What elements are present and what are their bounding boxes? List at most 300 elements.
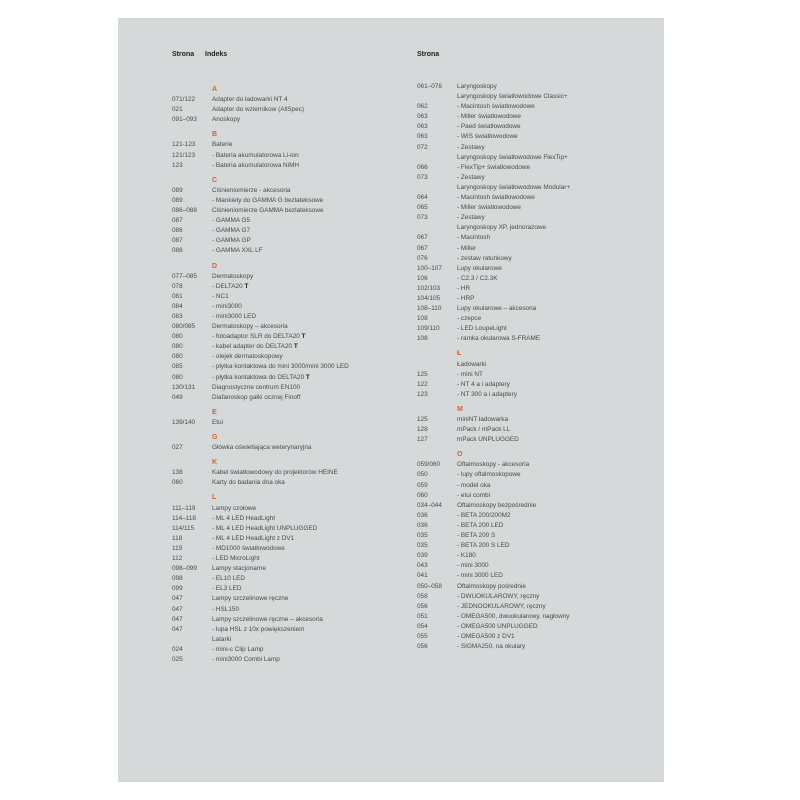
entry-text: Oftalmoskopy - akcesoria bbox=[457, 461, 530, 469]
index-entry bbox=[417, 425, 657, 435]
page-number: 122 bbox=[417, 380, 428, 388]
entry-text: Oftalmoskopy pośrednie bbox=[457, 582, 526, 590]
index-entry bbox=[172, 373, 402, 383]
entry-text: Etui bbox=[212, 418, 224, 426]
index-entry bbox=[172, 322, 402, 332]
index-entry bbox=[172, 554, 402, 564]
entry-label bbox=[212, 352, 283, 362]
index-entry bbox=[172, 302, 402, 312]
index-entry bbox=[172, 216, 402, 226]
index-entry bbox=[417, 82, 657, 92]
entry-text: - K180 bbox=[457, 552, 476, 560]
page-number: 039 bbox=[417, 552, 428, 560]
entry-label bbox=[212, 226, 250, 236]
page-number: 054 bbox=[417, 622, 428, 630]
entry-label bbox=[212, 615, 323, 625]
page-number: 098–099 bbox=[172, 565, 197, 573]
entry-text: - DELTA20 bbox=[212, 282, 245, 290]
entry-label bbox=[212, 418, 223, 428]
entry-label bbox=[457, 622, 538, 632]
entry-label bbox=[212, 625, 304, 635]
index-entry bbox=[417, 415, 657, 425]
page-number: 067 bbox=[417, 234, 428, 242]
entry-label bbox=[212, 534, 294, 544]
index-entry bbox=[417, 642, 657, 652]
index-entry bbox=[417, 334, 657, 344]
page-number: 127 bbox=[417, 436, 428, 444]
index-entry bbox=[172, 95, 402, 105]
page-number: 066 bbox=[417, 163, 428, 171]
entry-label bbox=[457, 294, 474, 304]
page-number: 098 bbox=[172, 575, 183, 583]
index-entry bbox=[417, 223, 657, 233]
entry-label bbox=[457, 582, 526, 592]
index-entry bbox=[172, 393, 402, 403]
entry-label bbox=[457, 183, 570, 193]
entry-text: - mini3000 bbox=[212, 302, 242, 310]
entry-text: Dermatoskopy – akcesoria bbox=[212, 323, 288, 331]
entry-text: Laryngoskopy światłowodowe FlexTip+ bbox=[457, 153, 568, 161]
page-number: 047 bbox=[172, 625, 183, 633]
entry-text: mPack / mPack LL bbox=[457, 426, 511, 434]
page-number: 111–119 bbox=[172, 504, 196, 512]
entry-label bbox=[212, 645, 264, 655]
index-entry bbox=[172, 282, 402, 292]
entry-text: - NT 4 a i adaptery bbox=[457, 380, 510, 388]
index-entry bbox=[172, 105, 402, 115]
entry-label bbox=[457, 571, 503, 581]
page-number: 087 bbox=[172, 237, 183, 245]
entry-label bbox=[457, 304, 536, 314]
page-number: 036 bbox=[417, 511, 428, 519]
entry-text: - model oka bbox=[457, 481, 491, 489]
entry-label bbox=[212, 655, 280, 665]
entry-text: Dermatoskopy bbox=[212, 272, 254, 280]
entry-text: Lampy szczelinowe ręczne bbox=[212, 595, 289, 603]
entry-label bbox=[212, 584, 241, 594]
index-list-right bbox=[417, 82, 657, 652]
entry-label bbox=[457, 314, 481, 324]
index-entry bbox=[417, 102, 657, 112]
entry-text: - NT 300 a i adaptery bbox=[457, 390, 517, 398]
entry-text: - Mankiety do GAMMA G bezlateksowe bbox=[212, 196, 324, 204]
entry-text: Ładowarki bbox=[457, 360, 487, 368]
page-number: 049 bbox=[172, 393, 183, 401]
page-number: 071/122 bbox=[172, 96, 196, 104]
page-number: 138 bbox=[172, 469, 183, 477]
entry-label bbox=[212, 605, 239, 615]
page-number: 065 bbox=[417, 204, 428, 212]
entry-label bbox=[212, 332, 306, 342]
entry-text: Lupy okularowe bbox=[457, 264, 502, 272]
page-number: 060 bbox=[172, 479, 183, 487]
entry-label bbox=[457, 163, 530, 173]
index-entry bbox=[417, 592, 657, 602]
entry-text: - BETA 200 S bbox=[457, 532, 496, 540]
entry-text: - mini3000 Combi Lamp bbox=[212, 655, 280, 663]
entry-text: - olejek dermatoskopowy bbox=[212, 353, 283, 361]
entry-text: - HRP bbox=[457, 294, 475, 302]
entry-label bbox=[457, 435, 519, 445]
index-entry bbox=[417, 284, 657, 294]
entry-label bbox=[212, 468, 338, 478]
entry-text: - etui combi bbox=[457, 491, 491, 499]
entry-label bbox=[457, 491, 490, 501]
page-number: 080 bbox=[172, 343, 183, 351]
page-number: 063 bbox=[417, 133, 428, 141]
page-number: 125 bbox=[417, 370, 428, 378]
index-entry bbox=[417, 460, 657, 470]
entry-label bbox=[457, 612, 569, 622]
entry-text: - mini NT bbox=[457, 370, 483, 378]
entry-text: Lampy stacjonarne bbox=[212, 565, 266, 573]
page-number: 130/131 bbox=[172, 383, 196, 391]
entry-text: - płytka kontaktowa do DELTA20 bbox=[212, 373, 306, 381]
page-number: 081 bbox=[172, 292, 183, 300]
index-entry bbox=[417, 163, 657, 173]
entry-text: Ciśnieniomierze GAMMA bezlateksowe bbox=[212, 207, 324, 215]
entry-label bbox=[457, 541, 509, 551]
index-entry bbox=[417, 294, 657, 304]
index-entry bbox=[172, 468, 402, 478]
index-entry bbox=[417, 153, 657, 163]
entry-text: - SIGMA250, na okulary bbox=[457, 643, 526, 651]
entry-text: Anoskopy bbox=[212, 116, 241, 124]
index-entry bbox=[417, 360, 657, 370]
page-number: 077–085 bbox=[172, 272, 197, 280]
index-entry bbox=[417, 213, 657, 223]
entry-text: - ML 4 LED HeadLight z DV1 bbox=[212, 534, 295, 542]
index-entry bbox=[172, 594, 402, 604]
page-number: 089 bbox=[172, 186, 183, 194]
entry-text: - mini 3000 LED bbox=[457, 572, 503, 580]
index-entry bbox=[417, 531, 657, 541]
section-letter bbox=[172, 85, 402, 95]
entry-label bbox=[212, 443, 311, 453]
entry-label bbox=[212, 115, 240, 125]
page-number: 047 bbox=[172, 595, 183, 603]
entry-label bbox=[212, 140, 232, 150]
section-letter-label: G bbox=[212, 434, 218, 441]
entry-label bbox=[212, 216, 250, 226]
entry-label bbox=[212, 302, 242, 312]
index-entry bbox=[172, 332, 402, 342]
index-entry bbox=[172, 236, 402, 246]
page-number: 055 bbox=[417, 632, 428, 640]
index-entry bbox=[417, 380, 657, 390]
page-number: 060 bbox=[417, 491, 428, 499]
entry-label bbox=[457, 425, 510, 435]
entry-label bbox=[457, 415, 508, 425]
entry-text: Adapter do wziernikow (AllSpec) bbox=[212, 106, 304, 114]
entry-text: - ramka okularowa S-FRAME bbox=[457, 335, 541, 343]
entry-text: Laryngoskopy XP, jednorazowe bbox=[457, 224, 547, 232]
index-entry bbox=[417, 551, 657, 561]
entry-text: - fotoadaptor SLR do DELTA20 bbox=[212, 333, 302, 341]
index-entry bbox=[172, 615, 402, 625]
page-number: 109/110 bbox=[417, 325, 440, 333]
index-entry bbox=[417, 541, 657, 551]
index-entry bbox=[417, 244, 657, 254]
page-number: 072 bbox=[417, 143, 428, 151]
entry-text: - Macintosh światłowodowe bbox=[457, 103, 535, 111]
entry-label bbox=[212, 478, 285, 488]
entry-label bbox=[457, 551, 476, 561]
section-letter bbox=[417, 450, 657, 460]
entry-label bbox=[212, 362, 349, 372]
entry-text: - zestaw ratunkowy bbox=[457, 254, 512, 262]
index-entry bbox=[172, 564, 402, 574]
entry-text: - Miller światłowodowe bbox=[457, 113, 521, 121]
index-entry bbox=[172, 206, 402, 216]
entry-text: - mini3000 LED bbox=[212, 312, 257, 320]
page-number: 041 bbox=[417, 572, 428, 580]
entry-label bbox=[212, 236, 251, 246]
section-letter bbox=[172, 433, 402, 443]
entry-suffix: T bbox=[301, 333, 306, 341]
entry-text: - GAMMA XXL LF bbox=[212, 247, 263, 255]
index-entry bbox=[172, 625, 402, 635]
section-letter bbox=[172, 262, 402, 272]
index-entry bbox=[417, 390, 657, 400]
page-number: 084 bbox=[172, 302, 183, 310]
entry-text: mPack UNPLUGGED bbox=[457, 436, 519, 444]
index-entry bbox=[417, 143, 657, 153]
entry-label bbox=[457, 143, 485, 153]
entry-label bbox=[212, 383, 300, 393]
entry-label bbox=[457, 561, 489, 571]
entry-text: - mini-c Clip Lamp bbox=[212, 645, 264, 653]
entry-text: Diafanoskop gałki ocznej Finoff bbox=[212, 393, 301, 401]
page-number: 051 bbox=[417, 612, 428, 620]
entry-label bbox=[212, 272, 253, 282]
page-number: 035 bbox=[417, 532, 428, 540]
entry-label bbox=[457, 284, 470, 294]
entry-label bbox=[212, 292, 229, 302]
entry-label bbox=[457, 511, 511, 521]
entry-label bbox=[212, 574, 245, 584]
entry-text: - Macintosh bbox=[457, 234, 491, 242]
page-number: 050 bbox=[417, 471, 428, 479]
index-entry bbox=[172, 544, 402, 554]
entry-label bbox=[457, 102, 535, 112]
entry-text: - BETA 200/200M2 bbox=[457, 511, 511, 519]
entry-label bbox=[457, 470, 521, 480]
index-entry bbox=[172, 645, 402, 655]
entry-text: - Bateria akumulatorowa Li-ion bbox=[212, 151, 299, 159]
entry-text: - Miller bbox=[457, 244, 477, 252]
index-entry bbox=[417, 470, 657, 480]
page-number: 106 bbox=[417, 274, 428, 282]
page-number: 063 bbox=[417, 123, 428, 131]
entry-label bbox=[212, 524, 317, 534]
entry-text: - lupy oftalmoskopowe bbox=[457, 471, 521, 479]
index-entry bbox=[417, 274, 657, 284]
index-entry bbox=[417, 122, 657, 132]
entry-label bbox=[212, 635, 231, 645]
page-number: 128 bbox=[417, 426, 428, 434]
index-entry bbox=[172, 443, 402, 453]
entry-suffix: T bbox=[293, 343, 298, 351]
page-number: 091–093 bbox=[172, 116, 197, 124]
index-entry bbox=[417, 324, 657, 334]
index-entry bbox=[172, 478, 402, 488]
page-number: 087 bbox=[172, 217, 183, 225]
entry-label bbox=[457, 223, 546, 233]
page-number: 123 bbox=[172, 161, 183, 169]
index-entry bbox=[172, 246, 402, 256]
index-entry bbox=[172, 272, 402, 282]
entry-text: Lupy okularowe – akcesoria bbox=[457, 305, 537, 313]
page-number: 112 bbox=[172, 555, 183, 563]
page-number: 059 bbox=[417, 481, 428, 489]
entry-label bbox=[212, 342, 298, 352]
entry-text: Lampy czołowe bbox=[212, 504, 257, 512]
page-number: 047 bbox=[172, 605, 183, 613]
entry-label bbox=[212, 393, 300, 403]
page-number: 064 bbox=[417, 194, 428, 202]
index-entry bbox=[172, 312, 402, 322]
page-number: 086 bbox=[172, 227, 183, 235]
page-number: 086–088 bbox=[172, 207, 197, 215]
entry-text: Latarki bbox=[212, 635, 232, 643]
page-number: 025 bbox=[172, 655, 183, 663]
entry-text: - GAMMA G7 bbox=[212, 227, 250, 235]
index-entry bbox=[417, 193, 657, 203]
entry-text: Karty do badania dna oka bbox=[212, 479, 285, 487]
page-number: 114/115 bbox=[172, 524, 195, 532]
entry-label bbox=[457, 481, 490, 491]
entry-label bbox=[457, 264, 502, 274]
section-letter-label: O bbox=[457, 451, 463, 459]
entry-text: - FlexTip+ światłowodowe bbox=[457, 163, 531, 171]
entry-text: - ML 4 LED HeadLight UNPLUGGED bbox=[212, 524, 318, 532]
entry-label bbox=[457, 122, 521, 132]
index-entry bbox=[417, 561, 657, 571]
entry-label bbox=[212, 105, 304, 115]
entry-label bbox=[457, 592, 539, 602]
page-number: 083 bbox=[172, 312, 183, 320]
entry-label bbox=[457, 82, 497, 92]
entry-text: Główka oświetlająca weterynaryjna bbox=[212, 444, 312, 452]
index-entry bbox=[172, 292, 402, 302]
entry-text: miniNT ładowarka bbox=[457, 416, 509, 423]
index-entry bbox=[172, 362, 402, 372]
index-list-left bbox=[172, 85, 402, 665]
page-number: 118 bbox=[172, 534, 183, 542]
page-number: 085 bbox=[172, 363, 183, 371]
entry-label bbox=[457, 274, 498, 284]
page-number: 043 bbox=[417, 562, 428, 570]
page-number: 034–044 bbox=[417, 501, 442, 509]
page-number: 080 bbox=[172, 353, 183, 361]
page-number: 021 bbox=[172, 106, 183, 114]
section-letter-label: D bbox=[212, 262, 218, 270]
entry-label bbox=[457, 203, 521, 213]
index-entry bbox=[417, 632, 657, 642]
entry-text: Diagnostyczne centrum EN100 bbox=[212, 383, 301, 391]
index-entry bbox=[417, 511, 657, 521]
index-entry bbox=[417, 254, 657, 264]
entry-label bbox=[212, 186, 291, 196]
entry-text: - OMEGA500, dwuokularowy, nagłowny bbox=[457, 612, 570, 620]
index-page bbox=[118, 18, 664, 782]
entry-text: - LED MicroLight bbox=[212, 555, 260, 563]
index-entry bbox=[172, 140, 402, 150]
entry-label bbox=[212, 161, 299, 171]
entry-text: - płytka kontaktowa do mini 3000/mini 3000 LED bbox=[212, 363, 349, 371]
entry-text: - C2.3 / C2.3K bbox=[457, 274, 498, 282]
page-number: 121/123 bbox=[172, 151, 196, 159]
entry-text: - Zestawy bbox=[457, 214, 485, 222]
entry-text: - BETA 200 S LED bbox=[457, 542, 510, 550]
entry-label bbox=[457, 460, 529, 470]
entry-text: Laryngoskopy światłowodowe Classic+ bbox=[457, 93, 568, 101]
entry-text: - EL3 LED bbox=[212, 585, 242, 593]
entry-label bbox=[457, 390, 517, 400]
entry-label bbox=[457, 112, 521, 122]
entry-text: Laryngoskopy bbox=[457, 83, 497, 90]
section-letter bbox=[172, 130, 402, 140]
page-number: 108–110 bbox=[417, 305, 442, 313]
index-entry bbox=[417, 173, 657, 183]
entry-label bbox=[212, 322, 288, 332]
entry-label bbox=[212, 95, 288, 105]
entry-label bbox=[457, 132, 518, 142]
entry-label bbox=[457, 602, 546, 612]
index-entry bbox=[417, 92, 657, 102]
index-entry bbox=[172, 342, 402, 352]
section-letter-label: A bbox=[212, 86, 218, 93]
page-number: 073 bbox=[417, 214, 428, 222]
index-entry bbox=[172, 605, 402, 615]
index-entry bbox=[172, 352, 402, 362]
index-entry bbox=[417, 233, 657, 243]
entry-text: - NC1 bbox=[212, 292, 229, 300]
entry-text: - BETA 200 LED bbox=[457, 521, 504, 529]
entry-suffix: T bbox=[305, 373, 310, 381]
index-entry bbox=[172, 383, 402, 393]
page-number: 080/085 bbox=[172, 323, 196, 331]
entry-text: - HR bbox=[457, 284, 471, 292]
page-number: 108 bbox=[417, 315, 428, 323]
entry-label bbox=[457, 521, 503, 531]
entry-label bbox=[457, 92, 568, 102]
section-letter-label: K bbox=[212, 459, 218, 467]
index-entry bbox=[417, 622, 657, 632]
index-entry bbox=[417, 481, 657, 491]
section-letter bbox=[417, 349, 657, 359]
entry-text: - Zestawy bbox=[457, 143, 485, 151]
entry-label bbox=[212, 504, 256, 514]
entry-label bbox=[212, 282, 248, 292]
index-entry bbox=[172, 161, 402, 171]
page-number: 067 bbox=[417, 244, 428, 252]
entry-text: - Zestawy bbox=[457, 173, 485, 181]
index-entry bbox=[417, 435, 657, 445]
entry-label bbox=[212, 594, 288, 604]
section-letter bbox=[172, 493, 402, 503]
entry-text: - ML 4 LED HeadLight bbox=[212, 514, 275, 522]
header-strona-right: Strona bbox=[417, 51, 440, 58]
entry-text: - kabel adapter do DELTA20 bbox=[212, 343, 294, 351]
entry-label bbox=[212, 246, 263, 256]
entry-text: Oftalmoskopy bezpośrednie bbox=[457, 501, 537, 509]
entry-label bbox=[457, 153, 568, 163]
entry-label bbox=[212, 196, 323, 206]
entry-text: - GAMMA G5 bbox=[212, 217, 250, 225]
page-number: 059/060 bbox=[417, 461, 441, 469]
